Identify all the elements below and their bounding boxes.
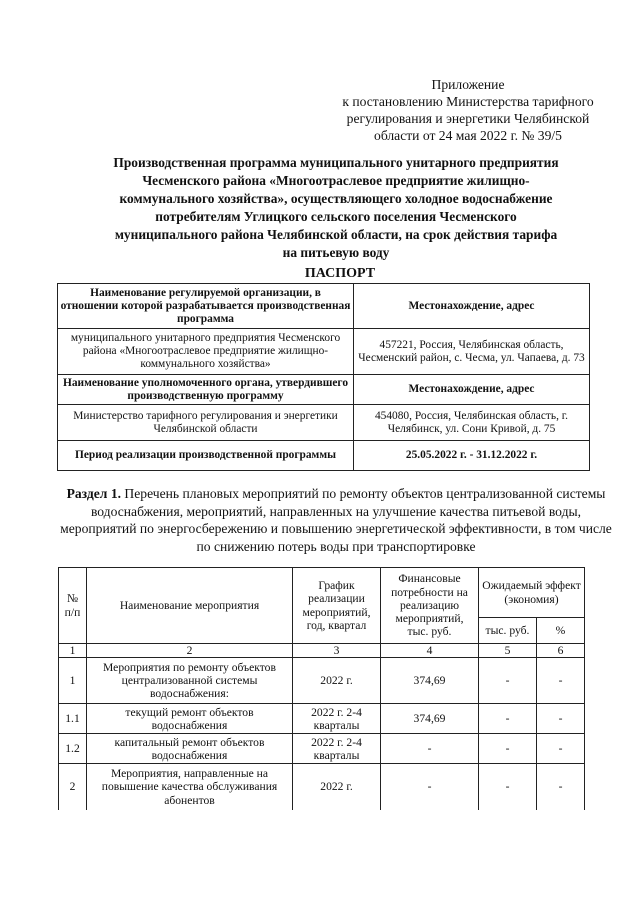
column-number: 3 [293, 644, 381, 658]
table-row [59, 734, 585, 764]
plan-table [58, 567, 585, 810]
row-effect-pct: - [537, 734, 585, 764]
row-effect-pct: - [537, 704, 585, 734]
passport-heading: ПАСПОРТ [304, 266, 376, 281]
appendix-line: Приложение [431, 77, 505, 92]
title-line: Чесменского района «Многоотраслевое предприятие жилищно- [142, 173, 530, 188]
column-number: 4 [381, 644, 479, 658]
org-header-cell: Наименование регулируемой организации, в отношении которой разрабатывается производственная программа [58, 284, 354, 329]
table-row [59, 764, 585, 810]
title-line: муниципального района Челябинской области, на срок действия тарифа [114, 227, 558, 242]
row-num: 1.2 [59, 734, 87, 764]
location-header-cell: Местонахождение, адрес [354, 284, 590, 329]
authority-name-cell: Министерство тарифного регулирования и энергетики Челябинской области [58, 405, 354, 441]
table-row [59, 704, 585, 734]
table-row [59, 658, 585, 704]
period-value-cell: 25.05.2022 г. - 31.12.2022 г. [354, 441, 590, 471]
authority-address-cell: 454080, Россия, Челябинская область, г. Челябинск, ул. Сони Кривой, д. 75 [354, 405, 590, 441]
title-line: Производственная программа муниципального унитарного предприятия [113, 155, 559, 170]
authority-location-header-cell: Местонахождение, адрес [354, 375, 590, 405]
row-num: 1 [59, 658, 87, 704]
org-address-cell: 457221, Россия, Челябинская область, Чесменский район, с. Чесма, ул. Чапаева, д. 73 [354, 329, 590, 375]
header-effect: Ожидаемый эффект (экономия) [479, 568, 585, 618]
appendix-line: области от 24 мая 2022 г. № 39/5 [374, 128, 562, 143]
row-name: капитальный ремонт объектов водоснабжения [87, 734, 293, 764]
column-number: 2 [87, 644, 293, 658]
column-number: 6 [537, 644, 585, 658]
section1-text: Перечень плановых мероприятий по ремонту объектов централизованной системы водоснабжения, мероприятий, направленных на улучшение качества питьевой воды, мероприятий по энергосбережению и повышению энергетической эффективности, в том числе по снижению потерь воды при транспортировке [60, 486, 612, 554]
header-finance: Финансовые потребности на реализацию мероприятий, тыс. руб. [381, 568, 479, 644]
document-title [60, 154, 612, 262]
row-effect-rub: - [479, 704, 537, 734]
row-name: Мероприятия по ремонту объектов централизованной системы водоснабжения: [87, 658, 293, 704]
row-effect-pct: - [537, 658, 585, 704]
header-num: № п/п [59, 568, 87, 644]
row-schedule: 2022 г. [293, 658, 381, 704]
section1-label: Раздел 1. [66, 486, 122, 501]
row-name: Мероприятия, направленные на повышение качества обслуживания абонентов [87, 764, 293, 810]
row-effect-rub: - [479, 658, 537, 704]
row-num: 1.1 [59, 704, 87, 734]
header-effect-pct: % [537, 618, 585, 644]
row-effect-rub: - [479, 764, 537, 810]
section1-heading [58, 485, 614, 555]
row-name: текущий ремонт объектов водоснабжения [87, 704, 293, 734]
row-effect-pct: - [537, 764, 585, 810]
row-num: 2 [59, 764, 87, 810]
org-name-cell: муниципального унитарного предприятия Чесменского района «Многоотраслевое предприятие жилищно-коммунального хозяйства» [58, 329, 354, 375]
row-schedule: 2022 г. [293, 764, 381, 810]
row-finance: 374,69 [381, 658, 479, 704]
title-line: потребителям Углицкого сельского поселения Чесменского [155, 209, 517, 224]
column-number: 5 [479, 644, 537, 658]
row-finance: - [381, 734, 479, 764]
header-name: Наименование мероприятия [87, 568, 293, 644]
row-finance: - [381, 764, 479, 810]
title-line: коммунального хозяйства», осуществляющего холодное водоснабжение [119, 191, 553, 206]
authority-header-cell: Наименование уполномоченного органа, утвердившего производственную программу [58, 375, 354, 405]
row-schedule: 2022 г. 2-4 кварталы [293, 734, 381, 764]
header-effect-rub: тыс. руб. [479, 618, 537, 644]
row-effect-rub: - [479, 734, 537, 764]
column-number: 1 [59, 644, 87, 658]
period-header-cell: Период реализации производственной программы [58, 441, 354, 471]
appendix-line: регулирования и энергетики Челябинской [346, 111, 590, 126]
passport-table [57, 283, 590, 471]
row-finance: 374,69 [381, 704, 479, 734]
title-line: на питьевую воду [282, 245, 390, 260]
appendix-block [318, 76, 618, 144]
header-schedule: График реализации мероприятий, год, квартал [293, 568, 381, 644]
appendix-line: к постановлению Министерства тарифного [342, 94, 594, 109]
row-schedule: 2022 г. 2-4 кварталы [293, 704, 381, 734]
